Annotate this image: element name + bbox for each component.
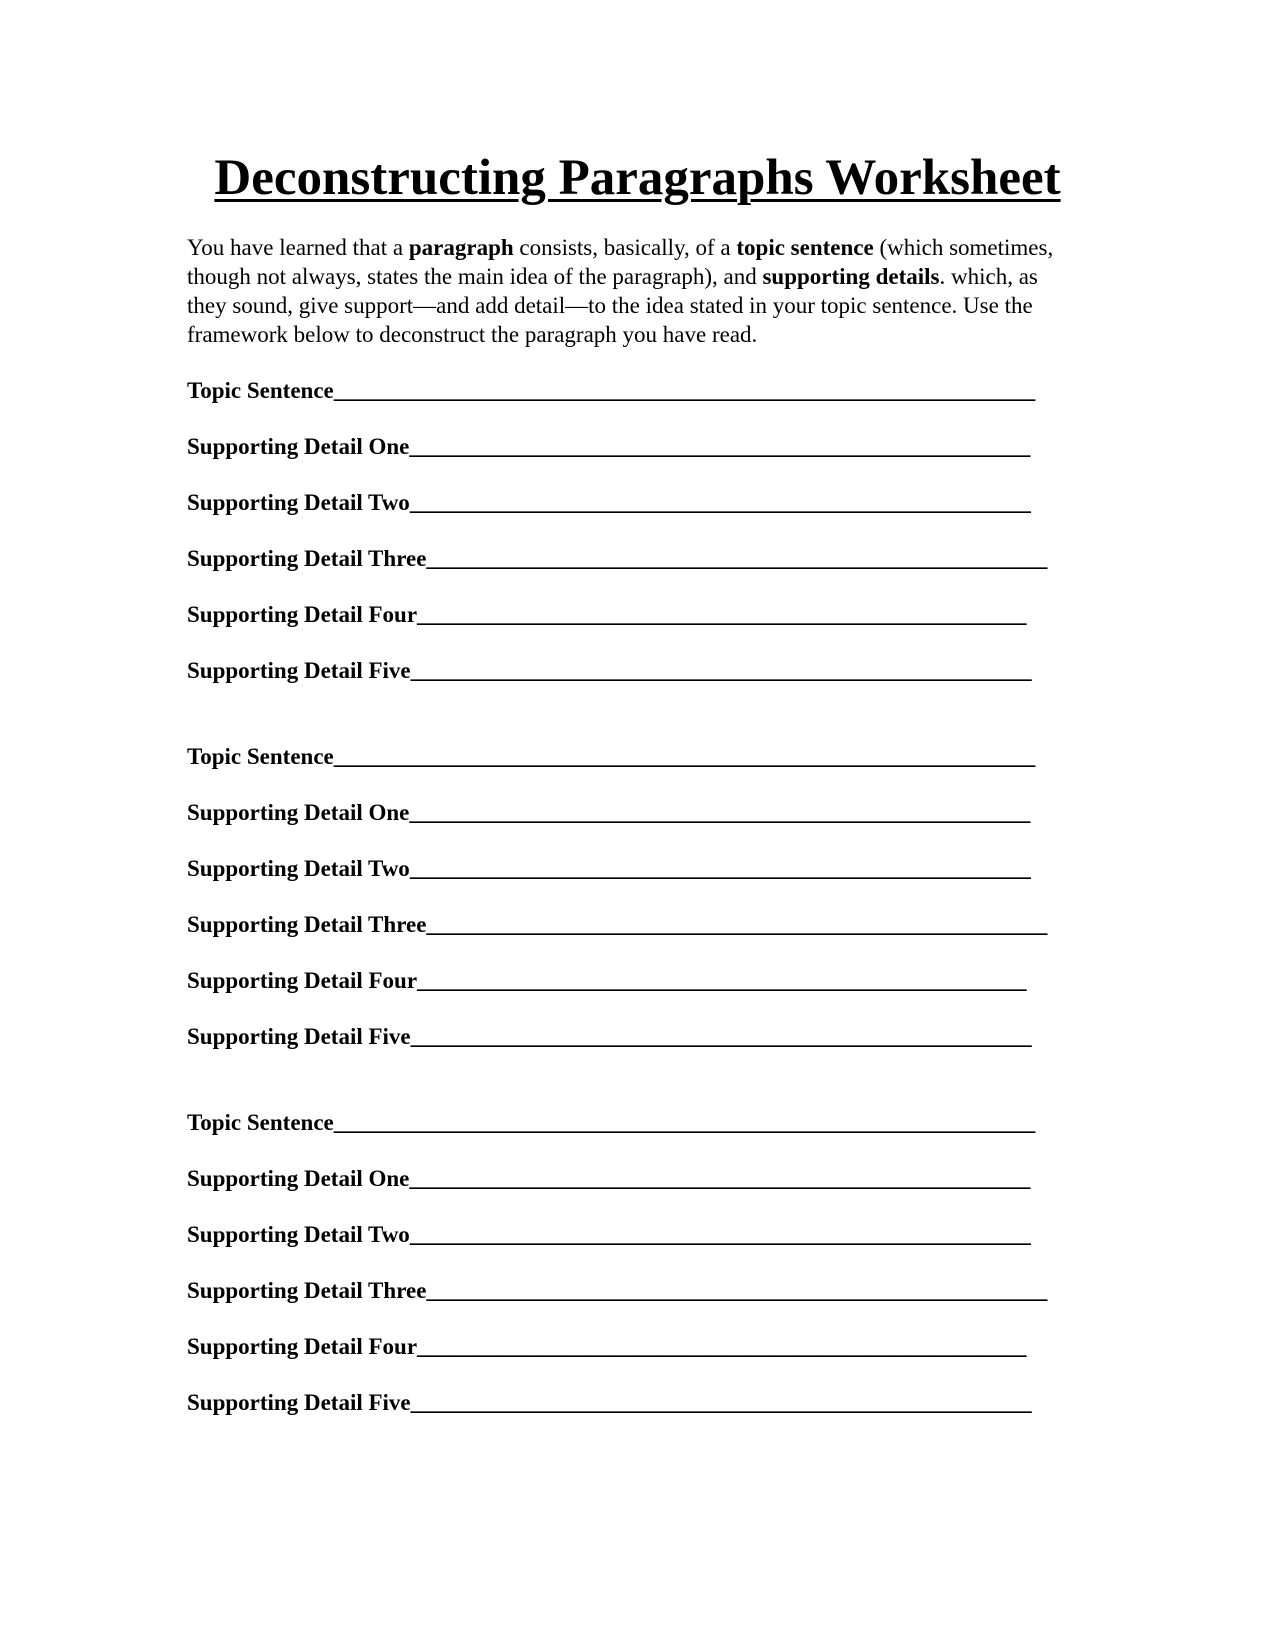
supporting-detail-one-line xyxy=(187,432,1030,462)
line-label: Topic Sentence xyxy=(187,744,334,769)
answer-blank[interactable]: ______________________________________________________ xyxy=(426,912,1048,937)
intro-paragraph xyxy=(187,233,1067,349)
line-label: Supporting Detail Three xyxy=(187,546,427,571)
answer-blank[interactable]: ______________________________________________________ xyxy=(410,1024,1032,1049)
answer-blank[interactable]: ______________________________________________________ xyxy=(409,1166,1031,1191)
term-paragraph: paragraph xyxy=(408,235,514,260)
answer-blank[interactable]: ______________________________________________________ xyxy=(409,490,1031,515)
supporting-detail-two-line xyxy=(187,488,1031,518)
answer-blank[interactable]: _____________________________________________________________ xyxy=(333,1110,1036,1135)
supporting-detail-four-line xyxy=(187,1332,1027,1362)
intro-text-1: You have learned that a xyxy=(187,235,409,260)
line-label: Supporting Detail One xyxy=(187,1166,410,1191)
line-label: Supporting Detail Three xyxy=(187,912,427,937)
supporting-detail-two-line xyxy=(187,1220,1031,1250)
supporting-detail-three-line xyxy=(187,544,1047,574)
term-topic-sentence: topic sentence xyxy=(736,235,874,260)
page-title: Deconstructing Paragraphs Worksheet xyxy=(214,150,1061,206)
term-supporting-details: supporting details xyxy=(762,264,940,289)
line-label: Supporting Detail One xyxy=(187,800,410,825)
line-label: Supporting Detail Two xyxy=(187,1222,410,1247)
answer-blank[interactable]: ______________________________________________________ xyxy=(409,856,1031,881)
supporting-detail-three-line xyxy=(187,1276,1047,1306)
supporting-detail-two-line xyxy=(187,854,1031,884)
answer-blank[interactable]: ______________________________________________________ xyxy=(426,1278,1048,1303)
supporting-detail-five-line xyxy=(187,1022,1032,1052)
supporting-detail-four-line xyxy=(187,600,1027,630)
topic-sentence-line xyxy=(187,742,1035,772)
topic-sentence-line xyxy=(187,376,1035,406)
answer-blank[interactable]: _____________________________________________________ xyxy=(417,968,1027,993)
answer-blank[interactable]: _____________________________________________________________ xyxy=(333,378,1036,403)
line-label: Supporting Detail Four xyxy=(187,602,418,627)
topic-sentence-line xyxy=(187,1108,1035,1138)
supporting-detail-one-line xyxy=(187,1164,1030,1194)
supporting-detail-four-line xyxy=(187,966,1027,996)
line-label: Topic Sentence xyxy=(187,378,334,403)
line-label: Supporting Detail Three xyxy=(187,1278,427,1303)
line-label: Supporting Detail Five xyxy=(187,658,411,683)
line-label: Supporting Detail Two xyxy=(187,856,410,881)
intro-text-3: (which sometimes, though not always, states the main idea of the paragraph), and xyxy=(187,235,1054,289)
line-label: Supporting Detail Four xyxy=(187,1334,418,1359)
answer-blank[interactable]: ______________________________________________________ xyxy=(409,800,1031,825)
line-label: Supporting Detail Four xyxy=(187,968,418,993)
answer-blank[interactable]: ______________________________________________________ xyxy=(409,1222,1031,1247)
intro-text-4: . which, as they sound, give support—and add detail—to the idea stated in your topic sentence. Use the framework below to deconstruct the paragraph you have read. xyxy=(187,264,1038,347)
answer-blank[interactable]: ______________________________________________________ xyxy=(426,546,1048,571)
answer-blank[interactable]: _____________________________________________________ xyxy=(417,1334,1027,1359)
intro-text-2: consists, basically, of a xyxy=(513,235,737,260)
supporting-detail-one-line xyxy=(187,798,1030,828)
supporting-detail-three-line xyxy=(187,910,1047,940)
supporting-detail-five-line xyxy=(187,656,1032,686)
answer-blank[interactable]: ______________________________________________________ xyxy=(410,1390,1032,1415)
answer-blank[interactable]: ______________________________________________________ xyxy=(410,658,1032,683)
answer-blank[interactable]: _____________________________________________________________ xyxy=(333,744,1036,769)
line-label: Topic Sentence xyxy=(187,1110,334,1135)
line-label: Supporting Detail One xyxy=(187,434,410,459)
line-label: Supporting Detail Five xyxy=(187,1024,411,1049)
answer-blank[interactable]: ______________________________________________________ xyxy=(409,434,1031,459)
answer-blank[interactable]: _____________________________________________________ xyxy=(417,602,1027,627)
supporting-detail-five-line xyxy=(187,1388,1032,1418)
line-label: Supporting Detail Two xyxy=(187,490,410,515)
line-label: Supporting Detail Five xyxy=(187,1390,411,1415)
